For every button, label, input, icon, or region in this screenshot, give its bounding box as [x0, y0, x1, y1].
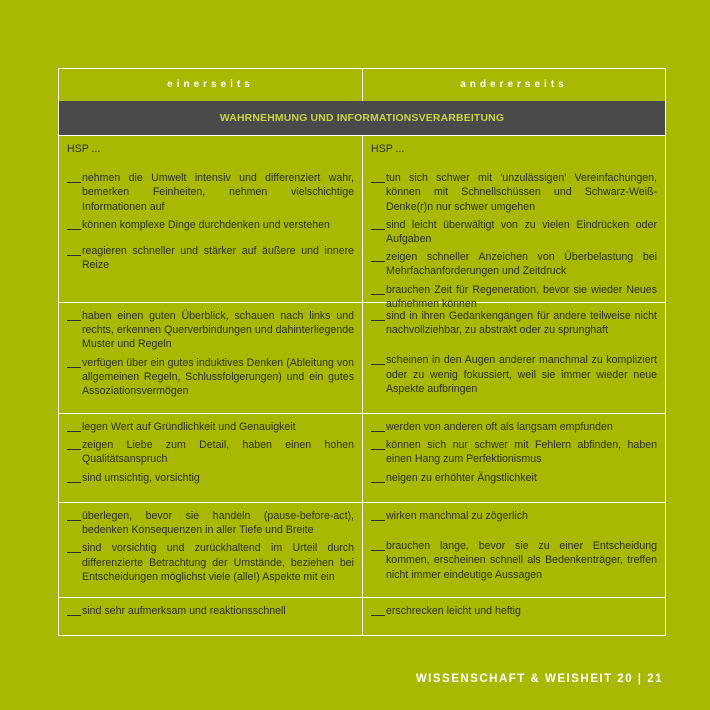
table-row	[59, 502, 665, 597]
list-item: haben einen guten Überblick, schauen nach links und rechts, erkennen Querverbindungen und dahinterliegende Muster und Regeln	[67, 309, 354, 352]
page-footer	[416, 673, 663, 685]
blank-line	[67, 309, 81, 321]
blank-line	[371, 250, 385, 262]
right-cell	[362, 598, 665, 635]
list-item: legen Wert auf Gründlichkeit und Genauigkeit	[67, 420, 354, 434]
list-item: tun sich schwer mit 'unzulässigen' Vereinfachungen, können mit Schnellschüssen und Schwarz-Weiß-Denke(r)n nur schwer umgehen	[371, 171, 657, 214]
list-item: können komplexe Dinge durchdenken und verstehen	[67, 218, 354, 232]
list-item: verfügen über ein gutes induktives Denken (Ableitung von allgemeinen Regeln, Schlussfolgerungen) und ein gutes Assoziationsvermögen	[67, 356, 354, 399]
hsp-label: HSP ...	[67, 143, 101, 155]
list-item: werden von anderen oft als langsam empfunden	[371, 420, 657, 434]
blank-line	[67, 420, 81, 432]
blank-line	[67, 438, 81, 450]
column-header-right: andererseits	[362, 69, 665, 101]
blank-line	[67, 218, 81, 230]
blank-line	[371, 438, 385, 450]
list-item: zeigen schneller Anzeichen von Überbelastung bei Mehrfachanforderungen und Zeitdruck	[371, 250, 657, 278]
list-item: überlegen, bevor sie handeln (pause-before-act), bedenken Konsequenzen in aller Tiefe und Breite	[67, 509, 354, 537]
list-item: reagieren schneller und stärker auf äußere und innere Reize	[67, 244, 354, 272]
table-row	[59, 597, 665, 635]
blank-line	[371, 309, 385, 321]
left-cell	[59, 503, 362, 597]
list-item: können sich nur schwer mit Fehlern abfinden, haben einen Hang zum Perfektionismus	[371, 438, 657, 466]
blank-line	[371, 171, 385, 183]
blank-line	[371, 471, 385, 483]
right-cell	[362, 414, 665, 502]
right-cell	[362, 136, 665, 310]
blank-line	[67, 356, 81, 368]
blank-line	[371, 218, 385, 230]
table-row	[59, 135, 665, 310]
list-item: sind umsichtig, vorsichtig	[67, 471, 354, 485]
list-item: brauchen lange, bevor sie zu einer Entscheidung kommen, erscheinen schnell als Bedenkenträger, treffen nicht immer eindeutige Aussagen	[371, 539, 657, 582]
list-item: sind sehr aufmerksam und reaktionsschnell	[67, 604, 354, 618]
left-cell	[59, 598, 362, 635]
blank-line	[67, 541, 81, 553]
blank-line	[67, 509, 81, 521]
list-item: sind in ihren Gedankengängen für andere teilweise nicht nachvollziehbar, zu abstrakt oder zu sprunghaft	[371, 309, 657, 337]
list-item: nehmen die Umwelt intensiv und differenziert wahr, bemerken Feinheiten, nehmen vielschichtige Informationen auf	[67, 171, 354, 214]
right-cell	[362, 303, 665, 413]
section-title: WAHRNEHMUNG UND INFORMATIONSVERARBEITUNG	[59, 101, 665, 135]
list-item: wirken manchmal zu zögerlich	[371, 509, 657, 523]
footer-title: WISSENSCHAFT & WEISHEIT	[415, 673, 613, 685]
blank-line	[371, 420, 385, 432]
comparison-table	[58, 68, 666, 636]
list-item: zeigen Liebe zum Detail, haben einen hohen Qualitätsanspruch	[67, 438, 354, 466]
left-cell	[59, 414, 362, 502]
hsp-label: HSP ...	[371, 143, 405, 155]
blank-line	[67, 171, 81, 183]
list-item: neigen zu erhöhter Ängstlichkeit	[371, 471, 657, 485]
list-item: sind leicht überwältigt von zu vielen Eindrücken oder Aufgaben	[371, 218, 657, 246]
right-cell	[362, 503, 665, 597]
blank-line	[67, 471, 81, 483]
page-numbers: 20 | 21	[617, 673, 663, 685]
table-header-row	[59, 69, 665, 101]
left-cell	[59, 136, 362, 302]
blank-line	[371, 604, 385, 616]
blank-line	[371, 509, 385, 521]
list-item: scheinen in den Augen anderer manchmal zu kompliziert oder zu wenig fokussiert, weil sie immer wieder neue Aspekte aufbringen	[371, 353, 657, 396]
left-cell	[59, 303, 362, 413]
table-row	[59, 302, 665, 413]
blank-line	[371, 539, 385, 551]
list-item: sind vorsichtig und zurückhaltend im Urteil durch differenzierte Betrachtung der Umstände, beziehen bei Entscheidungen möglichst viele (alle!) Aspekte mit ein	[67, 541, 354, 584]
list-item: erschrecken leicht und heftig	[371, 604, 657, 618]
blank-line	[67, 244, 81, 256]
list-item: brauchen Zeit für Regeneration, bevor sie wieder Neues aufnehmen können	[371, 283, 657, 311]
blank-line	[371, 353, 385, 365]
table-row	[59, 413, 665, 502]
column-header-left: einerseits	[167, 78, 254, 90]
blank-line	[371, 283, 385, 295]
blank-line	[67, 604, 81, 616]
